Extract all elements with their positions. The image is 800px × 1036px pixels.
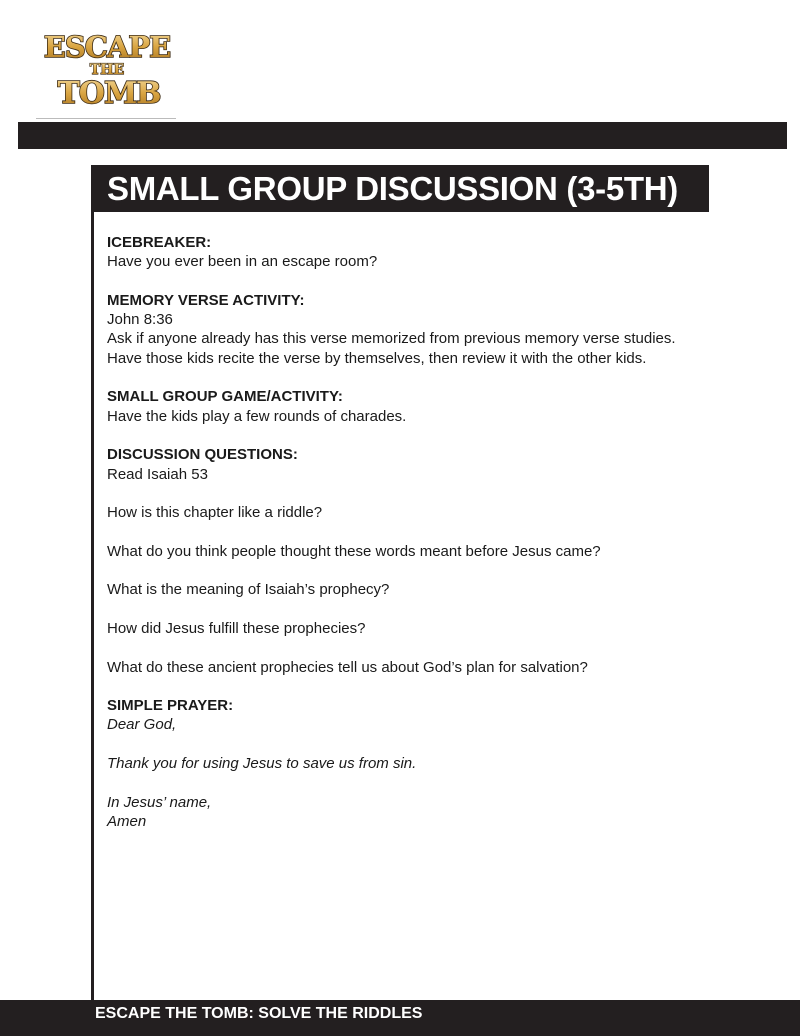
discussion-intro: Read Isaiah 53 bbox=[107, 465, 208, 483]
content-body bbox=[107, 233, 787, 831]
memory-verse-instruction: Have those kids recite the verse by themselves, then review it with the other kids. bbox=[107, 349, 647, 367]
prayer-section bbox=[107, 696, 787, 831]
memory-verse-heading: MEMORY VERSE ACTIVITY: bbox=[107, 291, 305, 309]
logo-line-the: THE bbox=[89, 62, 125, 78]
memory-verse-section bbox=[107, 291, 787, 368]
page-title: SMALL GROUP DISCUSSION (3-5TH) bbox=[91, 165, 709, 212]
footer-text: ESCAPE THE TOMB: SOLVE THE RIDDLES bbox=[95, 1005, 423, 1022]
memory-verse-reference: John 8:36 bbox=[107, 311, 173, 329]
escape-the-tomb-logo bbox=[36, 30, 178, 110]
prayer-heading: SIMPLE PRAYER: bbox=[107, 697, 234, 715]
game-text: Have the kids play a few rounds of charades. bbox=[107, 407, 407, 425]
discussion-question: What is the meaning of Isaiah’s prophecy? bbox=[107, 581, 390, 599]
discussion-question: What do you think people thought these words meant before Jesus came? bbox=[107, 542, 601, 560]
memory-verse-instruction: Ask if anyone already has this verse memorized from previous memory verse studies. bbox=[107, 330, 676, 348]
discussion-question: What do these ancient prophecies tell us about God’s plan for salvation? bbox=[107, 658, 588, 676]
icebreaker-heading: ICEBREAKER: bbox=[107, 234, 212, 251]
prayer-closing: In Jesus’ name, bbox=[107, 793, 212, 811]
logo-line-tomb: TOMB bbox=[57, 76, 161, 110]
header-bar bbox=[18, 122, 787, 149]
discussion-heading: DISCUSSION QUESTIONS: bbox=[107, 446, 298, 464]
logo-line-escape: ESCAPE bbox=[43, 30, 171, 64]
logo-graphic bbox=[36, 30, 178, 110]
game-section bbox=[107, 387, 787, 426]
icebreaker-section bbox=[107, 233, 787, 272]
icebreaker-text: Have you ever been in an escape room? bbox=[107, 253, 378, 271]
discussion-section bbox=[107, 445, 787, 677]
discussion-question: How is this chapter like a riddle? bbox=[107, 504, 323, 522]
prayer-amen: Amen bbox=[107, 812, 147, 830]
prayer-greeting: Dear God, bbox=[107, 716, 177, 734]
left-vertical-rule bbox=[91, 165, 94, 1005]
discussion-question: How did Jesus fulfill these prophecies? bbox=[107, 619, 366, 637]
prayer-body: Thank you for using Jesus to save us from sin. bbox=[107, 755, 417, 773]
logo-underline bbox=[36, 118, 176, 119]
game-heading: SMALL GROUP GAME/ACTIVITY: bbox=[107, 388, 343, 406]
